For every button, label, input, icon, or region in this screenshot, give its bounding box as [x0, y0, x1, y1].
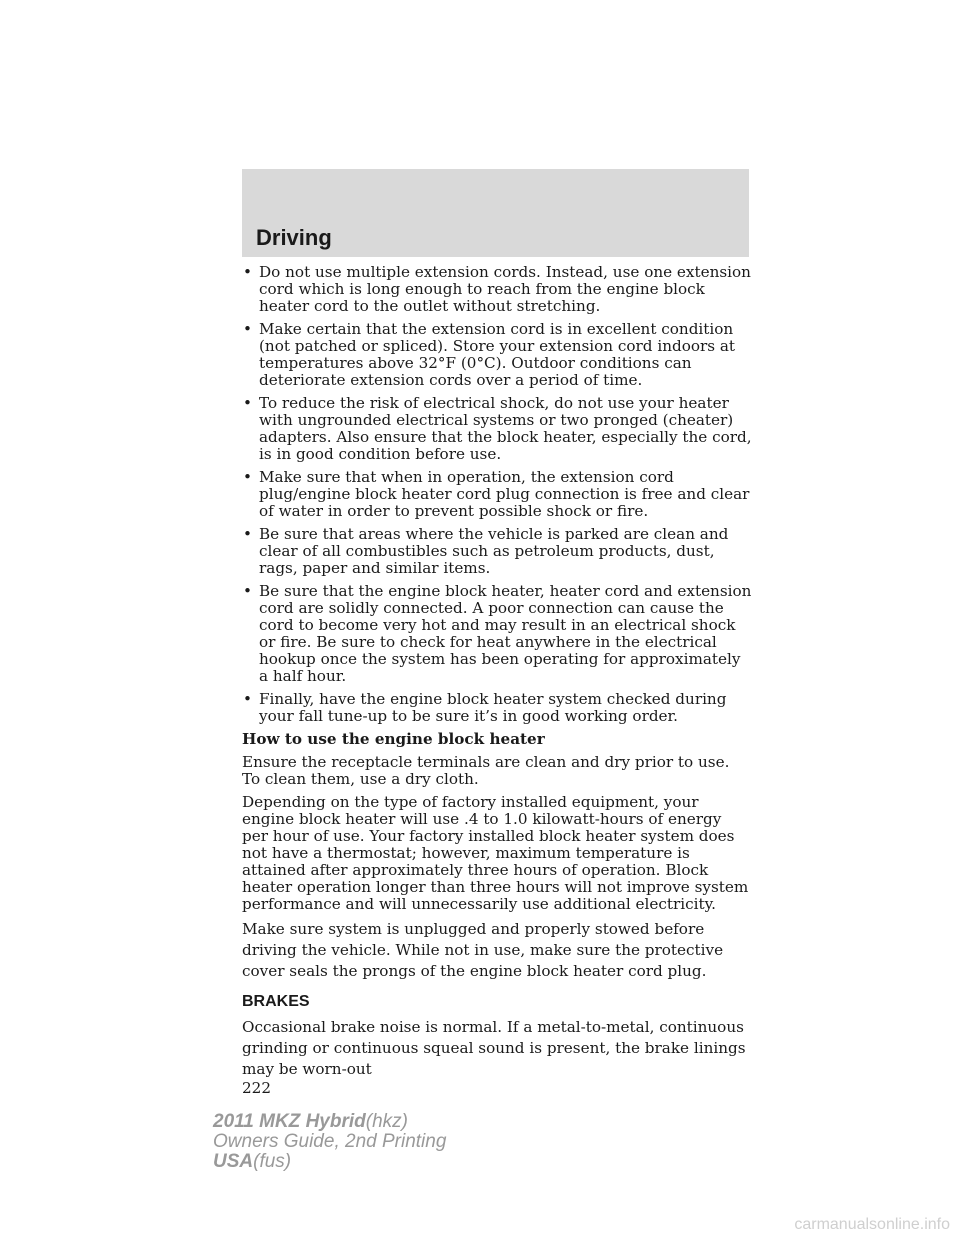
- bullet-dot: •: [243, 394, 252, 412]
- footer-model: 2011 MKZ Hybrid: [213, 1111, 366, 1132]
- bullet-item: [242, 583, 752, 685]
- bullet-dot: •: [243, 525, 252, 543]
- safety-bullet-list: [242, 264, 752, 725]
- bullet-item: [242, 526, 752, 577]
- bullet-dot: •: [243, 582, 252, 600]
- footer-line-2: Owners Guide, 2nd Printing: [213, 1131, 447, 1152]
- footer-line-1: [213, 1112, 446, 1132]
- footer-market: USA: [213, 1151, 254, 1172]
- page-content: [242, 264, 752, 1097]
- bullet-dot: •: [243, 320, 252, 338]
- how-to-heading: How to use the engine block heater: [242, 730, 545, 748]
- bullet-dot: •: [243, 690, 252, 708]
- brakes-paragraph: Occasional brake noise is normal. If a metal-to-metal, continuous grinding or continuous squeal sound is present, the brake linings may be worn-out: [242, 1018, 746, 1078]
- bullet-item: [242, 395, 752, 463]
- how-to-paragraph: Depending on the type of factory installed equipment, your engine block heater will use .4 to 1.0 kilowatt-hours of energy per hour of use. Your factory installed block heater system does not have a thermostat; however, maximum temperature is attained after approximately three hours of operation. Block heater operation longer than three hours will not improve system performance and will unnecessarily use additional electricity.: [242, 793, 749, 913]
- bullet-item: [242, 691, 752, 725]
- footer-model-code: (hkz): [365, 1111, 408, 1132]
- footer-market-code: (fus): [253, 1151, 292, 1172]
- bullet-dot: •: [243, 263, 252, 281]
- bullet-text: Finally, have the engine block heater system checked during your fall tune-up to be sure it’s in good working order.: [259, 690, 727, 725]
- bullet-text: Be sure that areas where the vehicle is parked are clean and clear of all combustibles such as petroleum products, dust, rags, paper and similar items.: [259, 525, 729, 577]
- bullet-dot: •: [243, 468, 252, 486]
- bullet-text: Do not use multiple extension cords. Instead, use one extension cord which is long enough to reach from the engine block heater cord to the outlet without stretching.: [259, 263, 751, 315]
- section-title: Driving: [256, 225, 332, 250]
- section-header-band: [242, 169, 749, 257]
- bullet-item: [242, 264, 752, 315]
- document-footer: [213, 1112, 446, 1172]
- footer-line-3: [213, 1152, 446, 1172]
- how-to-paragraph: Ensure the receptacle terminals are clean and dry prior to use. To clean them, use a dry cloth.: [242, 753, 730, 788]
- bullet-text: To reduce the risk of electrical shock, do not use your heater with ungrounded electrical systems or two pronged (cheater) adapters. Also ensure that the block heater, especially the cord, is in good condition before use.: [259, 394, 752, 463]
- bullet-item: [242, 469, 752, 520]
- bullet-text: Make certain that the extension cord is in excellent condition (not patched or spliced). Store your extension cord indoors at temperatures above 32°F (0°C). Outdoor conditions can deteriorate extension cords over a period of time.: [259, 320, 736, 389]
- bullet-text: Make sure that when in operation, the extension cord plug/engine block heater cord plug connection is free and clear of water in order to prevent possible shock or fire.: [259, 468, 750, 520]
- how-to-paragraph: Make sure system is unplugged and properly stowed before driving the vehicle. While not in use, make sure the protective cover seals the prongs of the engine block heater cord plug.: [242, 920, 724, 980]
- page-number: 222: [242, 1079, 271, 1097]
- brakes-heading: BRAKES: [242, 993, 310, 1010]
- bullet-text: Be sure that the engine block heater, heater cord and extension cord are solidly connected. A poor connection can cause the cord to become very hot and may result in an electrical shock or fire. Be sure to check for heat anywhere in the electrical hookup once the system has been operating for approximately a half hour.: [259, 582, 752, 685]
- bullet-item: [242, 321, 752, 389]
- watermark-link[interactable]: carmanualsonline.info: [794, 1216, 950, 1233]
